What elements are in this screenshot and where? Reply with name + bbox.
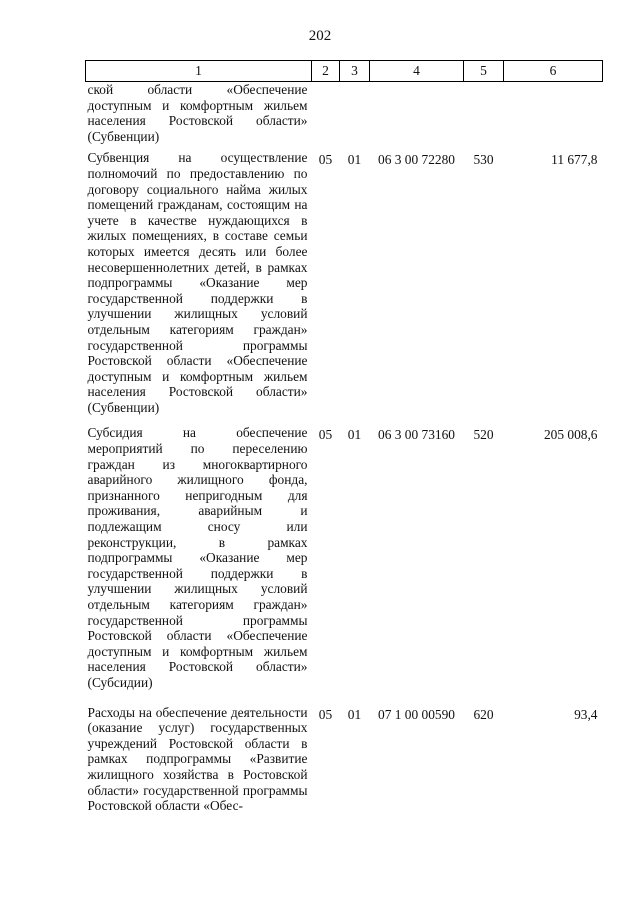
- table-row: [86, 425, 603, 704]
- row-subsection: 01: [347, 152, 362, 168]
- row-expense-type: [464, 82, 504, 151]
- row-target-code: 07 1 00 00590: [378, 706, 455, 722]
- row-expense-type: 620: [473, 706, 494, 722]
- row-expense-type: 520: [473, 427, 494, 443]
- row-amount: [504, 82, 603, 151]
- column-header: 4: [370, 61, 464, 82]
- row-description: Субвенция на осуществление полномочий по предоставлению по договору социального найма жилых помещений гражданам, состоящим на учете в качестве нуждающихся в жилых помещениях, в составе семьи которых имеется десять или более несовершеннолетних детей, в рамках подпрограммы «Оказание мер государственной поддержки в улучшении жилищных условий отдельным категориям граждан» государственной программы Ростовской области «Обеспечение доступным и комфортным жильем населения Ростовской области» (Субвенции): [87, 150, 308, 415]
- row-subsection: 01: [347, 706, 362, 722]
- row-section: 05: [318, 706, 333, 722]
- row-description: Субсидия на обеспечение мероприятий по переселению граждан из многоквартирного аварийного жилищного фонда, признанного непригодным для проживания, аварийным и подлежащим сносу или реконструкции, в рамках подпрограммы «Оказание мер государственной поддержки в улучшении жилищных условий отдельным категориям граждан» государственной программы Ростовской области «Обеспечение доступным и комфортным жильем населения Ростовской области» (Субсидии): [87, 425, 308, 690]
- column-header: 2: [312, 61, 340, 82]
- table-row: [86, 705, 603, 818]
- row-amount: 205 008,6: [543, 427, 598, 443]
- column-header: 1: [86, 61, 312, 82]
- page-number: 202: [308, 28, 332, 44]
- row-section: [312, 82, 340, 151]
- row-description: Расходы на обеспечение деятельности (оказание услуг) государственных учреждений Ростовской области в рамках подпрограммы «Развитие жилищного хозяйства в Ростовской области» государственной программы Ростовской области «Обес-: [87, 704, 308, 814]
- row-amount: 11 677,8: [551, 152, 598, 168]
- row-amount: 93,4: [574, 706, 598, 722]
- row-target-code: 06 3 00 73160: [378, 427, 455, 443]
- row-subsection: 01: [347, 427, 362, 443]
- row-expense-type: 530: [473, 152, 494, 168]
- row-target-code: [370, 82, 464, 151]
- row-subsection: [340, 82, 370, 151]
- table-header-row: [86, 61, 603, 82]
- row-section: 05: [318, 152, 333, 168]
- column-header: 3: [340, 61, 370, 82]
- row-section: 05: [318, 427, 333, 443]
- table-row: [86, 150, 603, 425]
- row-description: ской области «Обеспечение доступным и комфортным жильем населения Ростовской области» (Субвенции): [87, 82, 308, 144]
- column-header: 6: [504, 61, 603, 82]
- budget-table: [85, 60, 603, 818]
- table-row: [86, 82, 603, 151]
- row-target-code: 06 3 00 72280: [378, 152, 455, 168]
- column-header: 5: [464, 61, 504, 82]
